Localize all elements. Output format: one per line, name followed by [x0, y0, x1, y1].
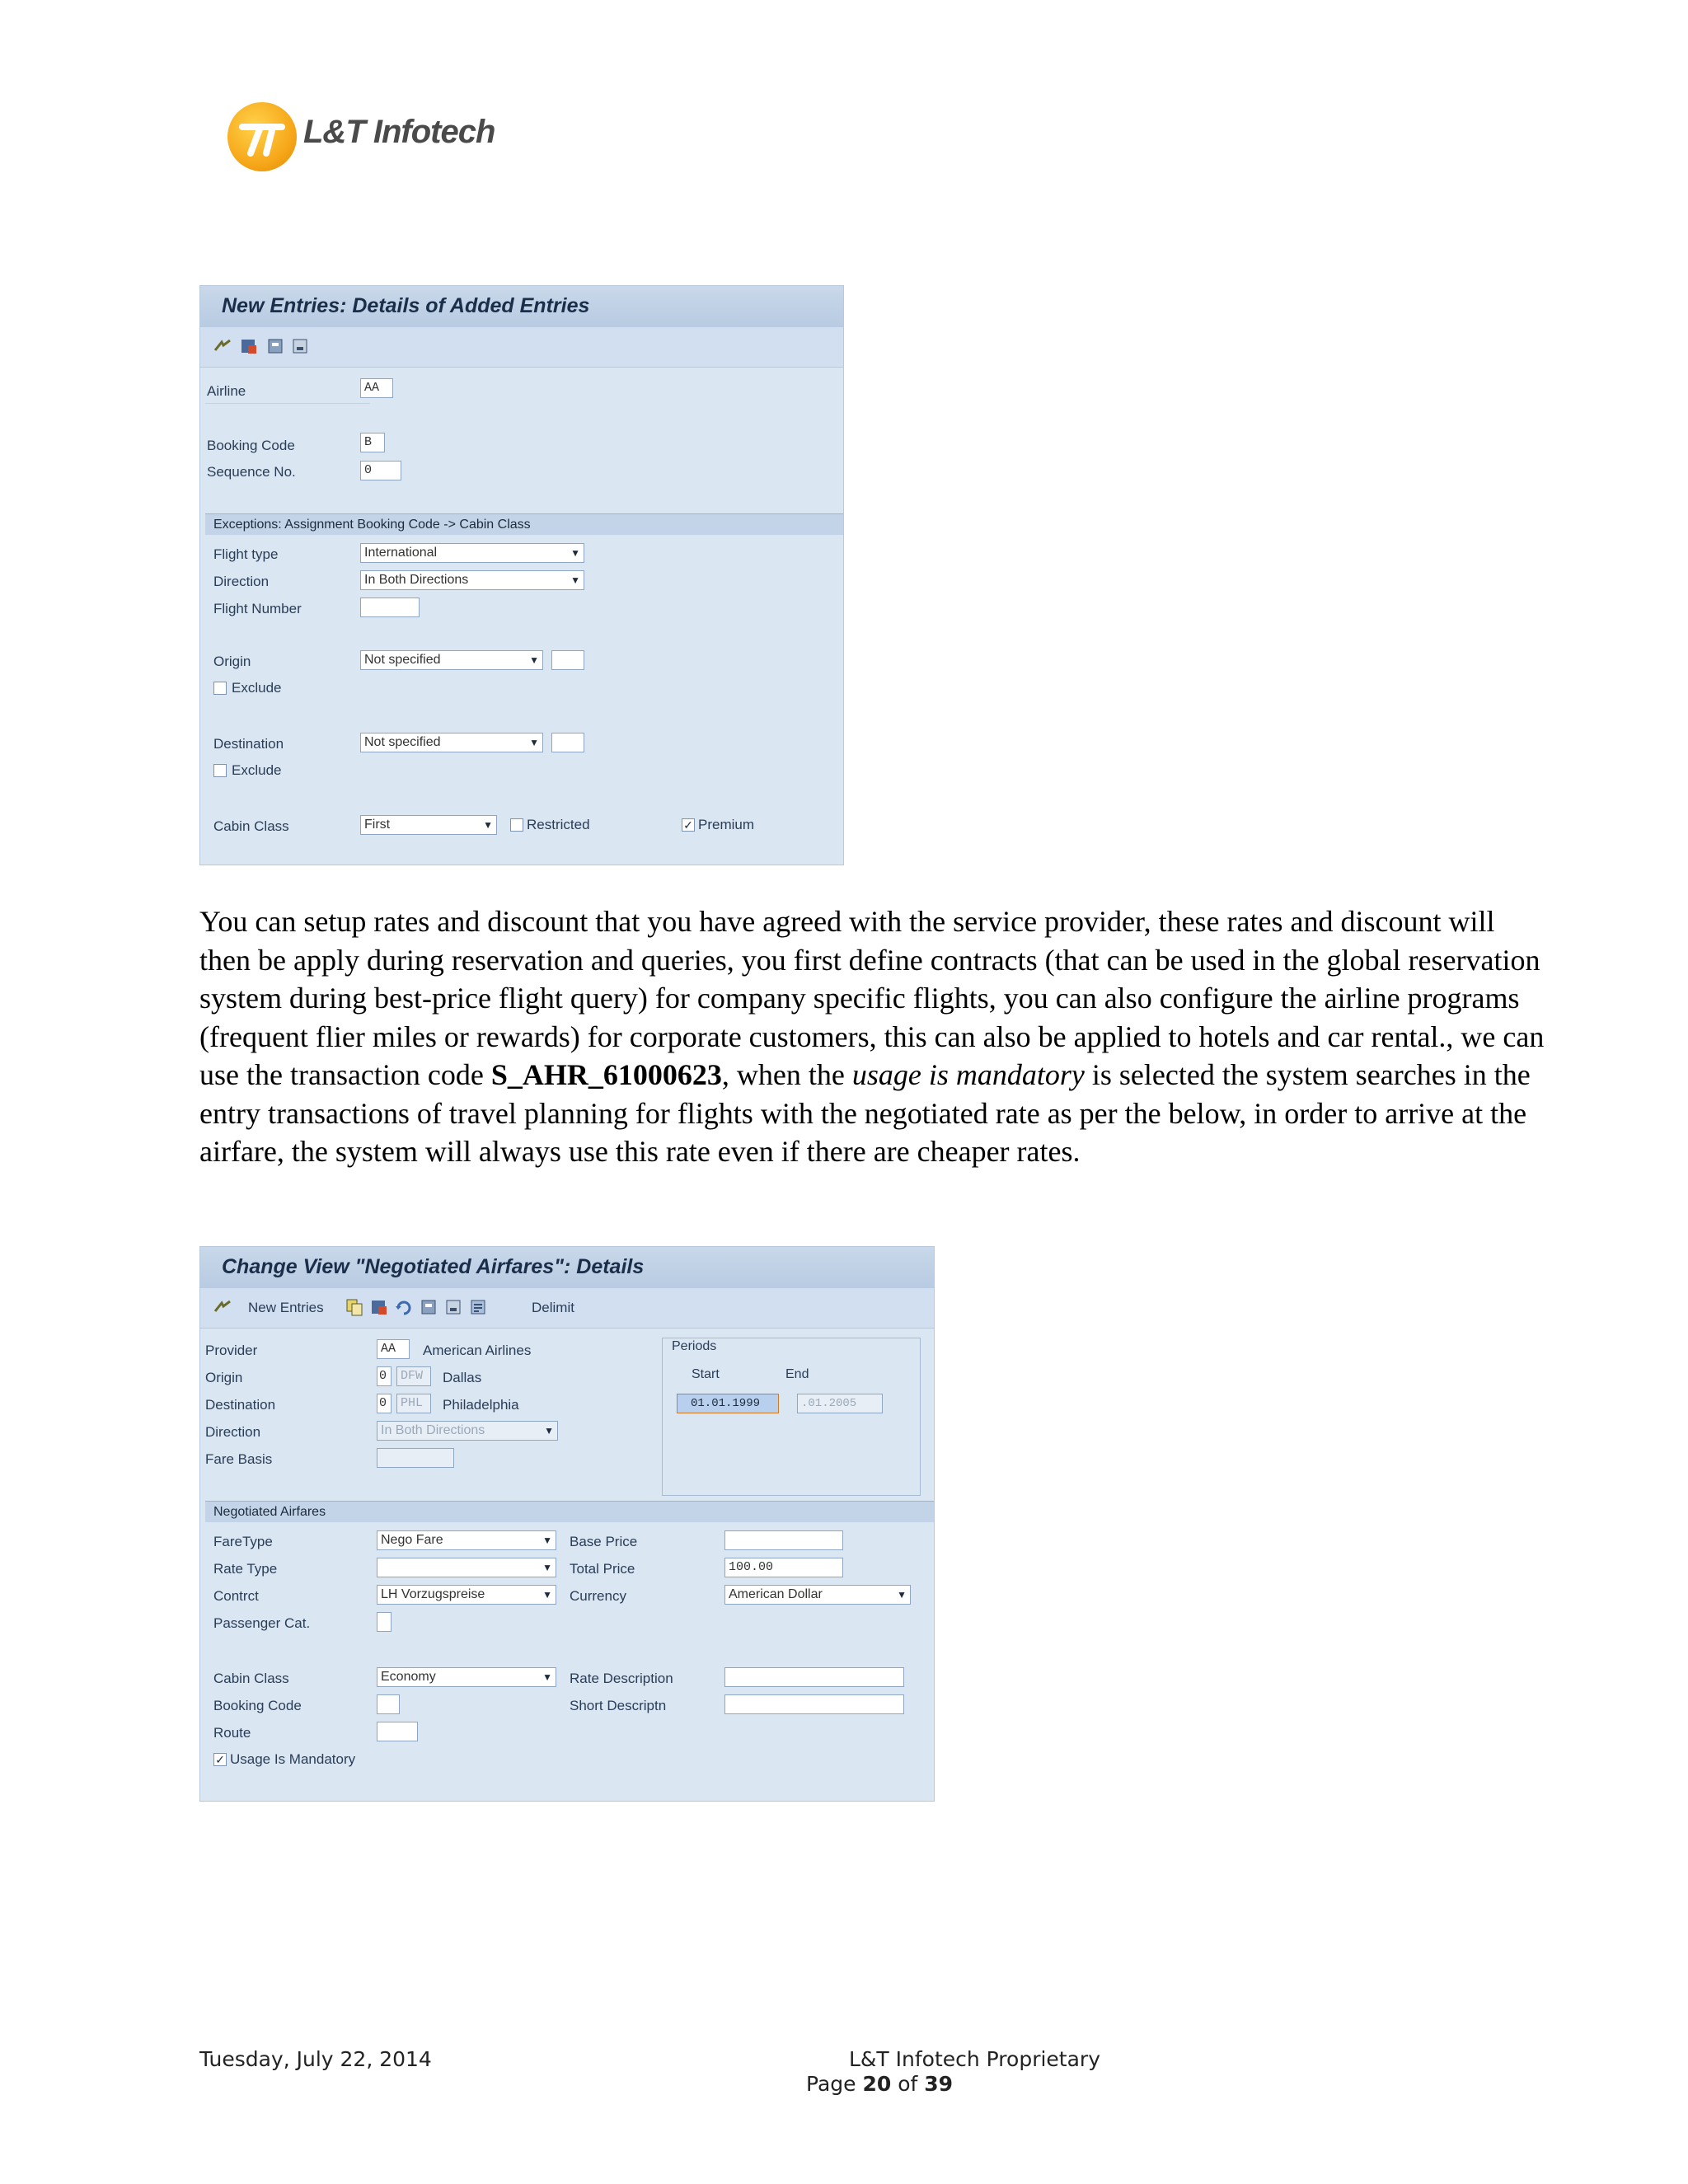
sequence-label: Sequence No. [207, 464, 296, 480]
contract-select[interactable] [377, 1585, 556, 1605]
rate-description-field[interactable] [724, 1667, 904, 1687]
origin-num-field[interactable]: 0 [377, 1366, 392, 1386]
origin-exclude-checkbox[interactable] [213, 682, 227, 695]
cabin-class-select[interactable] [360, 815, 497, 835]
destination-label: Destination [205, 1397, 276, 1413]
provider-code-field[interactable]: AA [377, 1339, 410, 1359]
total-price-field[interactable]: 100.00 [724, 1558, 843, 1577]
flight-type-label: Flight type [213, 546, 279, 562]
cabin-class-label: Cabin Class [213, 818, 289, 834]
cabin-class-value: First [364, 818, 391, 832]
destination-code-field: PHL [396, 1394, 431, 1413]
restricted-label: Restricted [527, 817, 590, 832]
cabin-class-select[interactable] [377, 1667, 556, 1687]
fare-basis-label: Fare Basis [205, 1451, 273, 1467]
booking-code-label: Booking Code [207, 438, 295, 453]
total-price-label: Total Price [570, 1561, 635, 1577]
usage-mandatory-italic: usage is mandatory [851, 1058, 1085, 1091]
direction-label: Direction [205, 1424, 261, 1440]
periods-box [662, 1338, 921, 1496]
chevron-down-icon: ▼ [542, 1562, 552, 1573]
restricted-checkbox[interactable] [510, 818, 523, 832]
fare-type-select[interactable] [377, 1530, 556, 1550]
origin-exclude-label: Exclude [232, 680, 282, 696]
route-label: Route [213, 1725, 251, 1741]
origin-name: Dallas [443, 1370, 482, 1385]
delimit-button[interactable]: Delimit [532, 1300, 574, 1315]
next-entry-icon[interactable] [291, 337, 309, 355]
screen-title: Change View "Negotiated Airfares": Details [222, 1255, 645, 1278]
airline-label: Airline [207, 383, 246, 399]
details-icon[interactable] [469, 1298, 487, 1316]
row-line [205, 403, 370, 404]
currency-label: Currency [570, 1588, 626, 1604]
booking-code-field[interactable] [377, 1694, 400, 1714]
fare-basis-field [377, 1448, 454, 1468]
origin-value: Not specified [364, 653, 441, 667]
previous-entry-icon[interactable] [420, 1298, 438, 1316]
usage-mandatory-label: Usage Is Mandatory [230, 1751, 356, 1767]
destination-exclude-checkbox[interactable] [213, 764, 227, 777]
premium-checkbox[interactable]: ✓ [682, 818, 695, 832]
usage-mandatory-checkbox[interactable]: ✓ [213, 1753, 227, 1766]
glasses-icon[interactable] [213, 337, 232, 355]
footer-date: Tuesday, July 22, 2014 [199, 2047, 432, 2071]
page-prefix: Page [806, 2072, 863, 2096]
logo-text: L&T Infotech [303, 114, 495, 150]
save-icon[interactable] [240, 337, 258, 355]
direction-value: In Both Directions [364, 573, 469, 587]
fare-type-label: FareType [213, 1534, 273, 1549]
origin-label: Origin [205, 1370, 243, 1385]
rate-type-select[interactable] [377, 1558, 556, 1577]
footer-page [806, 2072, 953, 2096]
rate-description-label: Rate Description [570, 1671, 673, 1686]
chevron-down-icon: ▼ [542, 1535, 552, 1546]
destination-name: Philadelphia [443, 1397, 519, 1413]
negotiated-airfares-header: Negotiated Airfares [205, 1501, 934, 1522]
currency-select[interactable] [724, 1585, 911, 1605]
flight-number-field[interactable] [360, 598, 420, 617]
title-bar [200, 1247, 934, 1289]
currency-value: American Dollar [729, 1587, 823, 1601]
origin-label: Origin [213, 654, 251, 669]
base-price-label: Base Price [570, 1534, 638, 1549]
provider-label: Provider [205, 1343, 258, 1358]
lt-logo-icon [227, 102, 297, 171]
glasses-icon[interactable] [213, 1298, 232, 1316]
fare-type-value: Nego Fare [381, 1533, 443, 1547]
direction-select[interactable] [360, 570, 584, 590]
chevron-down-icon: ▼ [483, 819, 493, 831]
direction-value: In Both Directions [381, 1423, 485, 1437]
chevron-down-icon: ▼ [542, 1671, 552, 1683]
paragraph-text-2: , when the [721, 1058, 852, 1091]
save-icon[interactable] [370, 1298, 388, 1316]
chevron-down-icon: ▼ [570, 547, 580, 559]
origin-code-field: DFW [396, 1366, 431, 1386]
origin-select[interactable] [360, 650, 543, 670]
chevron-down-icon: ▼ [897, 1589, 907, 1601]
new-entries-button[interactable]: New Entries [248, 1300, 324, 1315]
screenshot-negotiated-airfares [199, 1246, 935, 1802]
contract-value: LH Vorzugspreise [381, 1587, 485, 1601]
airline-field[interactable]: AA [360, 378, 393, 398]
screenshot-new-entries [199, 285, 844, 865]
short-description-field[interactable] [724, 1694, 904, 1714]
direction-label: Direction [213, 574, 270, 589]
cabin-class-label: Cabin Class [213, 1671, 289, 1686]
screen-title: New Entries: Details of Added Entries [222, 294, 590, 317]
destination-extra-field[interactable] [551, 733, 584, 752]
exceptions-section-header: Exceptions: Assignment Booking Code -> Cabin Class [205, 513, 843, 535]
chevron-down-icon: ▼ [542, 1589, 552, 1601]
page-of: of [891, 2072, 925, 2096]
chevron-down-icon: ▼ [529, 654, 539, 666]
title-bar [200, 286, 843, 328]
footer-proprietary: L&T Infotech Proprietary [849, 2047, 1101, 2071]
destination-num-field[interactable]: 0 [377, 1394, 392, 1413]
origin-extra-field[interactable] [551, 650, 584, 670]
destination-exclude-label: Exclude [232, 762, 282, 778]
flight-type-value: International [364, 546, 438, 560]
destination-value: Not specified [364, 735, 441, 749]
next-entry-icon[interactable] [444, 1298, 462, 1316]
route-field[interactable] [377, 1722, 418, 1741]
paragraph-text-3: is selected the system searches in the entry transactions of travel planning for flights with the negotiated rate as per the below, in order to arrive at the airfare, the system will always use this rate even if there are cheaper rates. [199, 1058, 1531, 1168]
destination-select[interactable] [360, 733, 543, 752]
copy-icon[interactable] [345, 1298, 363, 1316]
chevron-down-icon: ▼ [570, 574, 580, 586]
page-number: 20 [862, 2072, 892, 2096]
passenger-cat-field[interactable] [377, 1612, 392, 1632]
passenger-cat-label: Passenger Cat. [213, 1615, 311, 1631]
cabin-class-value: Economy [381, 1670, 436, 1684]
contract-label: Contrct [213, 1588, 259, 1604]
undo-icon[interactable] [395, 1298, 413, 1316]
toolbar [200, 1288, 934, 1329]
paragraph-text-1: You can setup rates and discount that you have agreed with the service provider, these rates and discount will then be apply during reservation and queries, you first define contracts (that can be used in the global reservation system during best-price flight query) for company specific flights, you can also configure the airline programs (frequent flier miles or rewards) for corporate customers, this can also be applied to hotels and car rental., we can use the transaction code [199, 905, 1545, 1091]
booking-code-label: Booking Code [213, 1698, 302, 1713]
short-description-label: Short Descriptn [570, 1698, 667, 1713]
flight-number-label: Flight Number [213, 601, 302, 616]
chevron-down-icon: ▼ [529, 737, 539, 748]
periods-label: Periods [672, 1339, 717, 1353]
end-date-field[interactable]: .01.2005 [797, 1394, 883, 1413]
page-total: 39 [924, 2072, 954, 2096]
flight-type-select[interactable] [360, 543, 584, 563]
body-paragraph [199, 902, 1551, 1171]
toolbar [200, 327, 843, 368]
premium-label: Premium [698, 817, 755, 832]
destination-label: Destination [213, 736, 284, 752]
sequence-field[interactable]: 0 [360, 461, 401, 480]
start-label: Start [692, 1367, 720, 1381]
rate-type-label: Rate Type [213, 1561, 278, 1577]
start-date-field[interactable]: 01.01.1999 [677, 1394, 779, 1413]
booking-code-field[interactable]: B [360, 433, 385, 452]
direction-select [377, 1421, 558, 1441]
base-price-field[interactable] [724, 1530, 843, 1550]
company-logo [227, 102, 499, 178]
previous-entry-icon[interactable] [266, 337, 284, 355]
transaction-code: S_AHR_61000623 [490, 1058, 722, 1091]
provider-name: American Airlines [423, 1343, 532, 1358]
end-label: End [785, 1367, 809, 1381]
chevron-down-icon: ▼ [544, 1425, 554, 1436]
